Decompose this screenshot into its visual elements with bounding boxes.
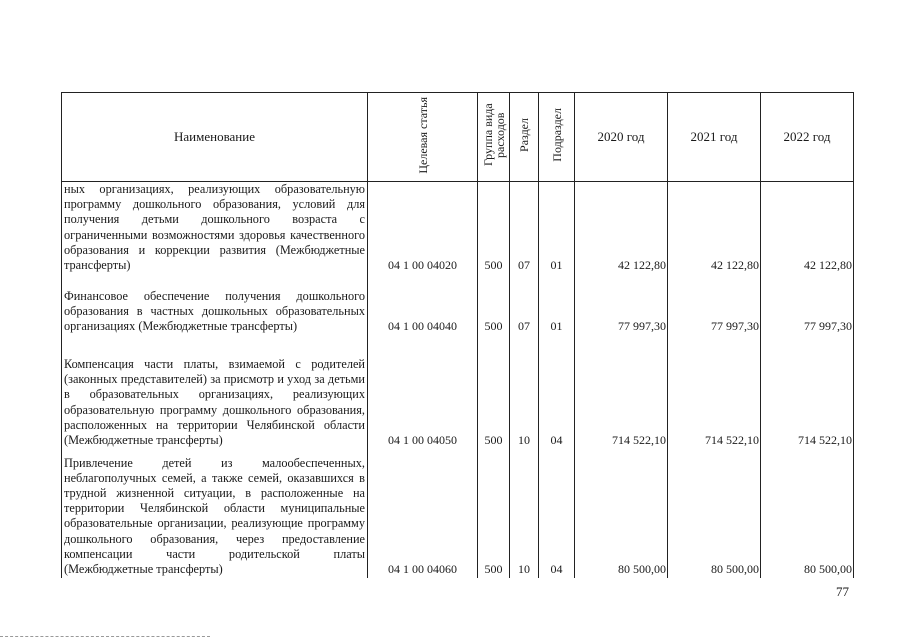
table-header-row: [62, 93, 854, 182]
row-2020: 77 997,30: [575, 274, 668, 335]
row-subsection: 01: [539, 274, 575, 335]
row-group: 500: [478, 335, 510, 449]
row-name: Компенсация части платы, взимаемой с родителей (законных представителей) за присмотр и уход за детьми в образовательных организациях, реализующих образовательную программу дошкольного образования, расположенных на территории Челябинской области (Межбюджетные трансферты): [62, 335, 368, 449]
row-2020: 714 522,10: [575, 335, 668, 449]
row-2021: 714 522,10: [668, 335, 761, 449]
header-subsection-cell: [539, 93, 575, 182]
row-2020: 42 122,80: [575, 182, 668, 275]
row-group: 500: [478, 274, 510, 335]
row-code: 04 1 00 04020: [368, 182, 478, 275]
header-2022: 2022 год: [761, 93, 854, 182]
row-name: Привлечение детей из малообеспеченных, неблагополучных семей, а также семей, оказавшихся в трудной жизненной ситуации, в расположенные на территории Челябинской области муниципальные образовательные организации, реализующие программу дошкольного образования, через предоставление компенсации части родительской платы (Межбюджетные трансферты): [62, 449, 368, 578]
table-row: [62, 449, 854, 578]
header-2021: 2021 год: [668, 93, 761, 182]
row-2022: 42 122,80: [761, 182, 854, 275]
header-group: Группа вида расходов: [480, 103, 507, 167]
row-code: 04 1 00 04050: [368, 335, 478, 449]
table-row: [62, 335, 854, 449]
header-subsection: Подраздел: [549, 108, 564, 162]
table-row: [62, 274, 854, 335]
row-code: 04 1 00 04060: [368, 449, 478, 578]
header-section-cell: [510, 93, 539, 182]
row-group: 500: [478, 449, 510, 578]
footer-divider: [0, 636, 210, 637]
row-2022: 714 522,10: [761, 335, 854, 449]
table-row: [62, 182, 854, 275]
row-subsection: 04: [539, 449, 575, 578]
row-2022: 77 997,30: [761, 274, 854, 335]
row-section: 10: [510, 449, 539, 578]
header-code-cell: [368, 93, 478, 182]
header-name: Наименование: [62, 93, 368, 182]
header-code: Целевая статья: [415, 96, 430, 174]
page-number: 77: [836, 584, 849, 599]
row-section: 10: [510, 335, 539, 449]
row-section: 07: [510, 182, 539, 275]
header-group-cell: [478, 93, 510, 182]
header-2020: 2020 год: [575, 93, 668, 182]
row-subsection: 04: [539, 335, 575, 449]
row-group: 500: [478, 182, 510, 275]
row-2022: 80 500,00: [761, 449, 854, 578]
row-name: Финансовое обеспечение получения дошкольного образования в частных дошкольных образовательных организациях (Межбюджетные трансферты): [62, 274, 368, 335]
row-code: 04 1 00 04040: [368, 274, 478, 335]
row-section: 07: [510, 274, 539, 335]
row-name: ных организациях, реализующих образовательную программу дошкольного образования, условий для получения детьми дошкольного возраста с ограниченными возможностями здоровья качественного образования и коррекции развития (Межбюджетные трансферты): [62, 182, 368, 275]
header-section: Раздел: [517, 118, 531, 152]
row-subsection: 01: [539, 182, 575, 275]
row-2021: 77 997,30: [668, 274, 761, 335]
row-2021: 42 122,80: [668, 182, 761, 275]
row-2020: 80 500,00: [575, 449, 668, 578]
row-2021: 80 500,00: [668, 449, 761, 578]
budget-table: [61, 92, 854, 578]
